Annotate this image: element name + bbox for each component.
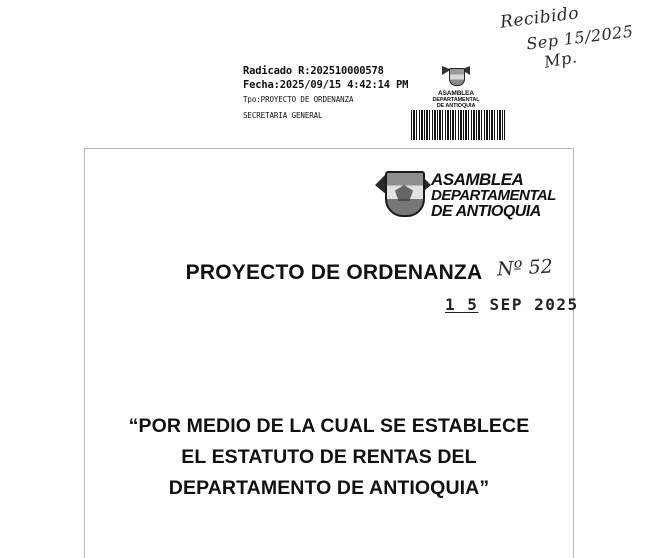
- institutional-seal-small: [424, 66, 488, 109]
- document-page: [84, 148, 579, 558]
- subject-line-1: “POR MEDIO DE LA CUAL SE ESTABLECE: [128, 415, 530, 437]
- coat-of-arms-icon: [442, 66, 470, 90]
- assembly-logo: [379, 169, 559, 227]
- barcode-icon: [411, 110, 505, 140]
- assembly-crest-icon: [379, 169, 427, 221]
- date-stamp-month-year: SEP 2025: [489, 295, 579, 314]
- seal-line-2: DEPARTAMENTAL: [432, 97, 480, 103]
- page-title: PROYECTO DE ORDENANZA: [185, 261, 483, 284]
- logo-line-1: ASAMBLEA: [431, 170, 524, 189]
- crest-shield: [385, 171, 425, 217]
- handwritten-received-label: Recibido: [499, 3, 581, 33]
- handwritten-reception-note: [496, 3, 656, 76]
- shield-shape: [449, 68, 465, 86]
- date-stamp-day: 1 5: [445, 295, 479, 314]
- radicado-date: Fecha:2025/09/15 4:42:14 PM: [243, 79, 409, 91]
- logo-line-3: DE ANTIOQUIA: [431, 202, 541, 220]
- logo-line-2: DEPARTAMENTAL: [431, 187, 556, 205]
- subject-line-3: DEPARTAMENTO DE ANTIOQUIA”: [168, 477, 490, 499]
- radicado-department: SECRETARIA GENERAL: [243, 111, 323, 120]
- subject-line-2: EL ESTATUTO DE RENTAS DEL: [181, 446, 477, 468]
- date-stamp: [445, 295, 579, 314]
- seal-line-3: DE ANTIOQUIA: [436, 103, 476, 109]
- handwritten-signature: Mp.: [542, 47, 579, 72]
- seal-text-block: [424, 91, 488, 109]
- handwritten-received-date: Sep 15/2025: [525, 21, 635, 54]
- radicado-number: Radicado R:202510000578: [243, 65, 384, 77]
- document-subject: [85, 411, 573, 504]
- radicado-type: Tpo:PROYECTO DE ORDENANZA: [243, 95, 354, 104]
- seal-line-1: ASAMBLEA: [437, 90, 475, 97]
- assembly-logo-text: [431, 169, 556, 220]
- document-number-handwritten: Nº 52: [496, 255, 554, 281]
